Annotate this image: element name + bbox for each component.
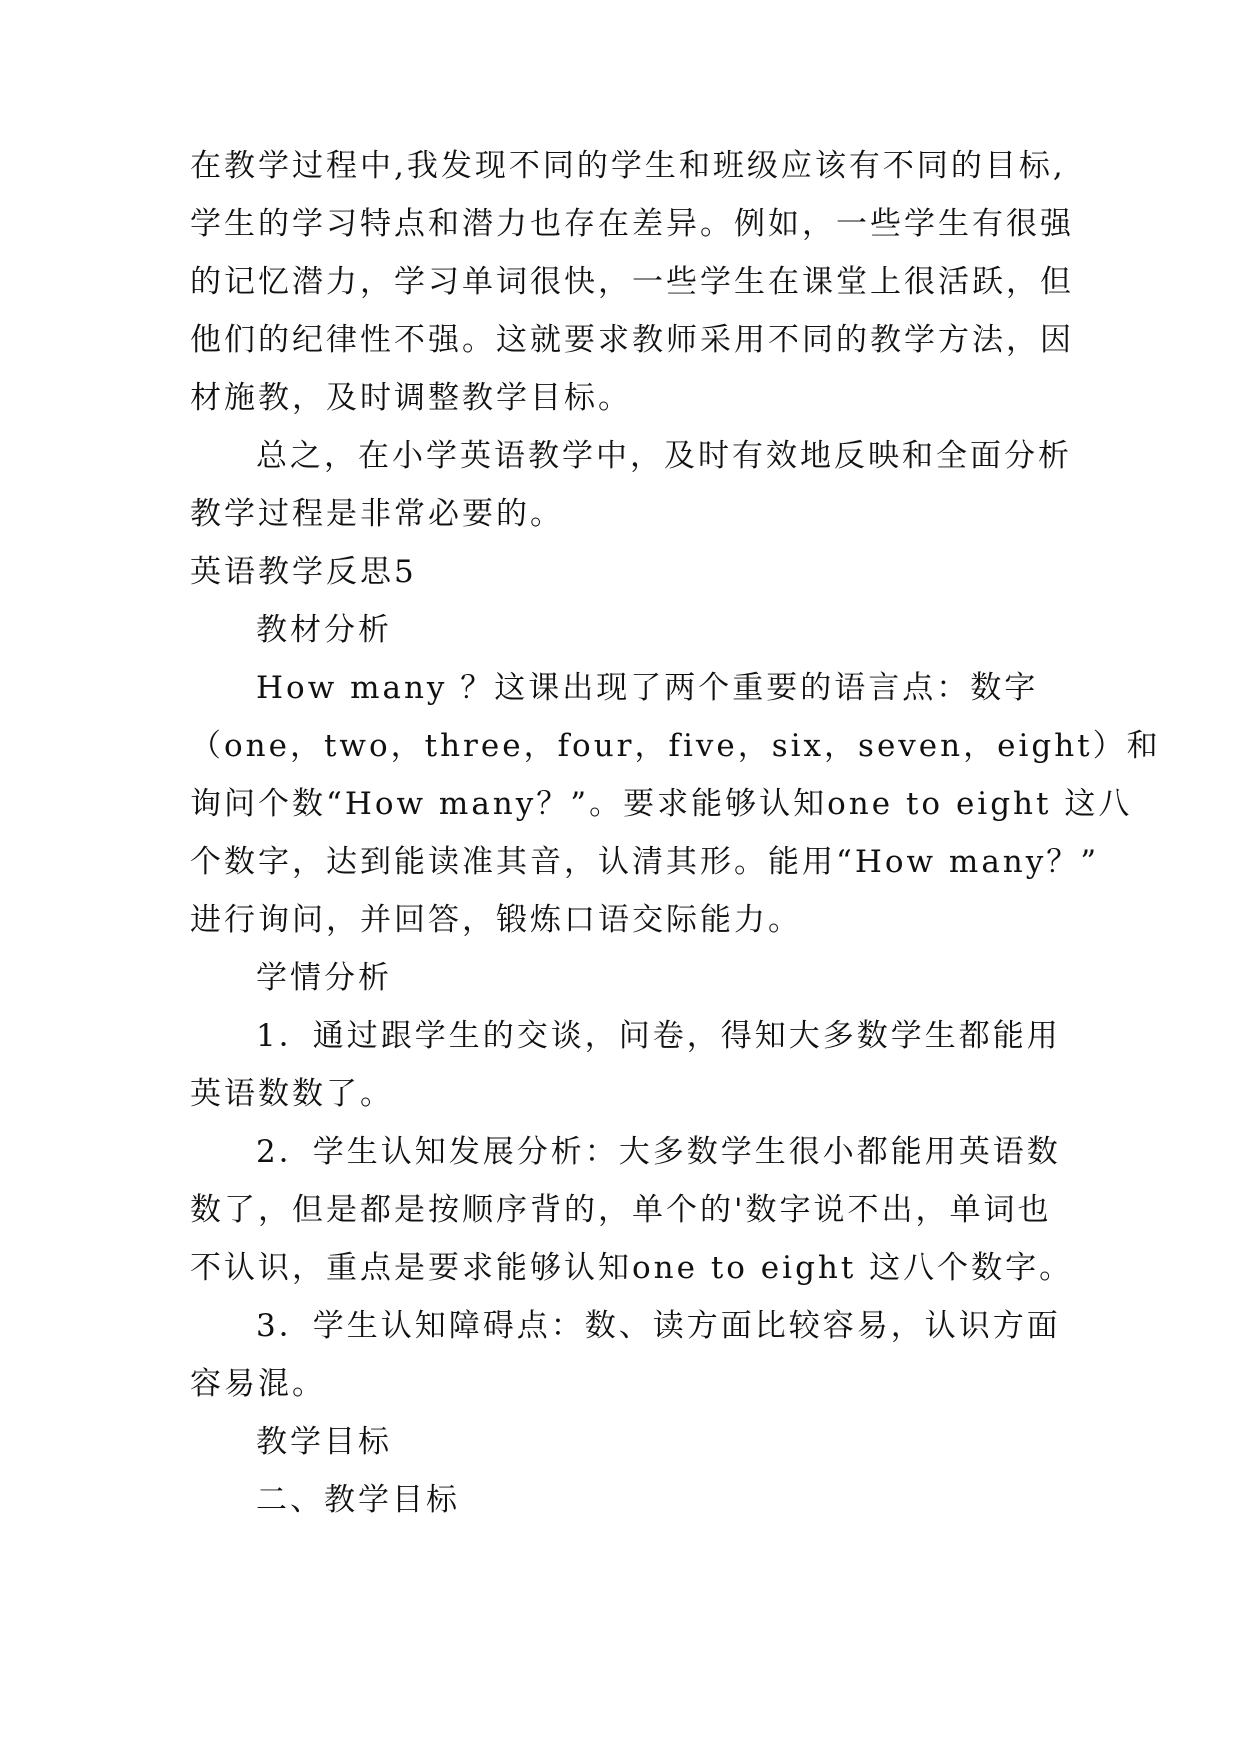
paragraph-line: 材施教，及时调整教学目标。 [190,380,632,416]
paragraph-line: 学生的学习特点和潜力也存在差异。例如，一些学生有很强 [190,206,1074,242]
section-heading: 英语教学反思5 [190,554,417,590]
paragraph-line: 容易混。 [190,1366,326,1402]
paragraph-line: 总之，在小学英语教学中，及时有效地反映和全面分析 [256,438,1072,474]
paragraph-line: 的记忆潜力，学习单词很快，一些学生在课堂上很活跃，但 [190,264,1074,300]
paragraph-line: 英语数数了。 [190,1076,394,1112]
subsection-heading: 二、教学目标 [256,1482,460,1518]
subsection-heading: 学情分析 [256,960,392,996]
paragraph-line: 教学过程是非常必要的。 [190,496,564,532]
paragraph-line: （one，two，three，four，five，six，seven，eight）和 [190,728,1161,764]
paragraph-line: 个数字，达到能读准其音，认清其形。能用“How many？” [190,844,1100,880]
subsection-heading: 教材分析 [256,612,392,648]
paragraph-line: 询问个数“How many？”。要求能够认知one to eight 这八 [190,786,1133,822]
paragraph-line: 进行询问，并回答，锻炼口语交际能力。 [190,902,802,938]
paragraph-line: 不认识，重点是要求能够认知one to eight 这八个数字。 [190,1250,1074,1286]
paragraph-line: 3．学生认知障碍点：数、读方面比较容易，认识方面 [256,1308,1061,1344]
paragraph-line: 2．学生认知发展分析：大多数学生很小都能用英语数 [256,1134,1061,1170]
subsection-heading: 教学目标 [256,1424,392,1460]
paragraph-line: 在教学过程中,我发现不同的学生和班级应该有不同的目标, [190,148,1066,184]
paragraph-line: 1．通过跟学生的交谈，问卷，得知大多数学生都能用 [256,1018,1061,1054]
paragraph-line: 数了，但是都是按顺序背的，单个的'数字说不出，单词也 [190,1192,1052,1228]
paragraph-line: How many ？这课出现了两个重要的语言点：数字 [256,670,1039,706]
paragraph-line: 他们的纪律性不强。这就要求教师采用不同的教学方法，因 [190,322,1074,358]
